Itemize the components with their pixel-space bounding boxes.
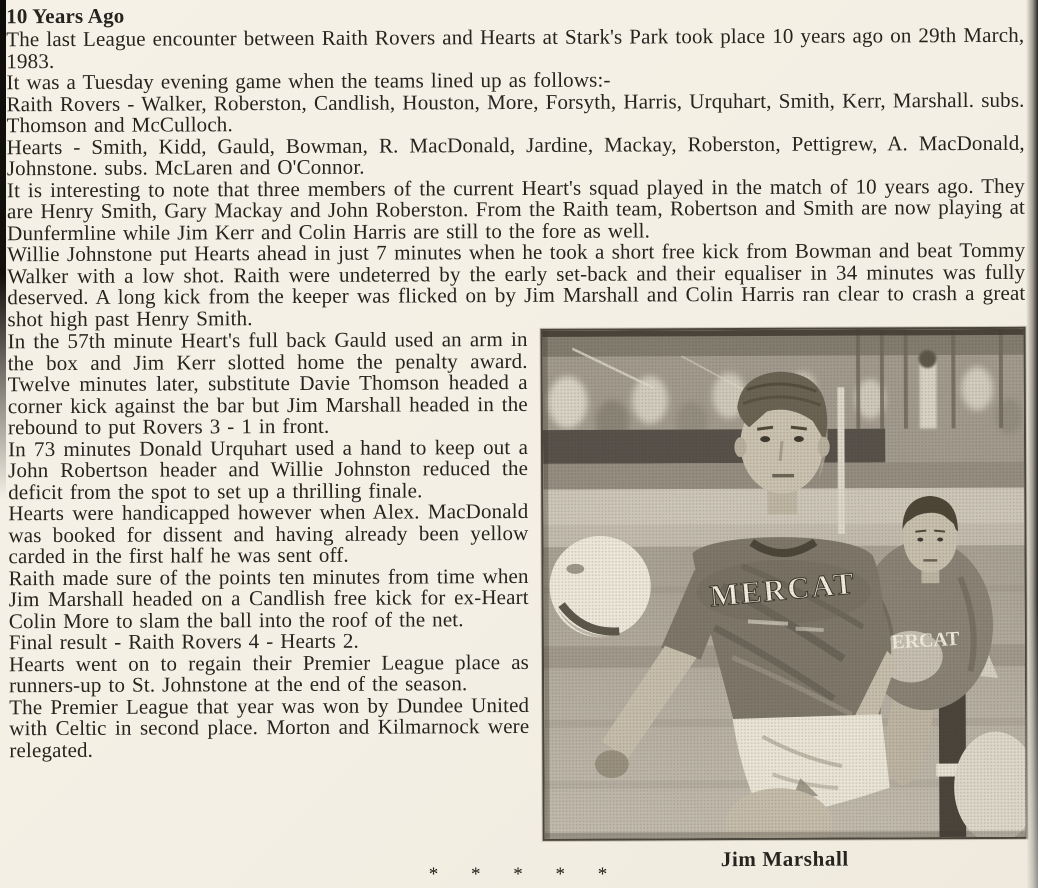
two-column-section <box>8 327 1028 875</box>
column-paragraph: Hearts were handicapped however when Alex. MacDonald was booked for dissent and having already been yellow carded in the first half he was sent off. <box>8 498 529 569</box>
match-photo-figure <box>540 327 1028 873</box>
column-paragraph: Raith made sure of the points ten minutes from time when Jim Marshall headed on a Candlish free kick for ex-Heart Colin More to slam the ball into the roof of the net. <box>8 563 529 633</box>
column-paragraph: Hearts went on to regain their Premier League place as runners-up to St. Johnstone at the end of the season. <box>8 649 530 698</box>
intro-paragraph: Willie Johnstone put Hearts ahead in just 7 minutes when he took a short free kick from Bowman and beat Tommy Walker with a low shot. Raith were undeterred by the early set-back and their equaliser in 34 minutes was fully deserved. A long kick from the keeper was flicked on by Jim Marshall and Colin Harris ran clear to crash a great shot high past Henry Smith. <box>7 237 1026 331</box>
stars-divider: * * * * * <box>428 864 622 885</box>
article-title: 10 Years Ago <box>6 3 125 29</box>
match-photo <box>540 327 1027 841</box>
intro-paragraph: The last League encounter between Raith Rovers and Hearts at Stark's Park took place 10 years ago on 29th March, 1983. <box>6 22 1025 73</box>
intro-section <box>6 22 1026 331</box>
article-content <box>6 0 1028 875</box>
page-left-edge-shadow <box>0 0 6 500</box>
left-text-column <box>7 326 530 875</box>
intro-paragraph: Hearts - Smith, Kidd, Gauld, Bowman, R. MacDonald, Jardine, Mackay, Roberston, Pettigrew, A. MacDonald, Johnstone. subs. McLaren and O'Connor. <box>6 130 1025 181</box>
page-right-edge-fade <box>1026 600 1038 888</box>
column-paragraph: Final result - Raith Rovers 4 - Hearts 2. <box>8 628 359 655</box>
column-paragraph: In the 57th minute Heart's full back Gauld used an arm in the box and Jim Kerr slotted home the penalty award. Twelve minutes later, substitute Davie Thomson headed a corner kick against the bar but Jim Marshall headed in the rebound to put Rovers 3 - 1 in front. <box>7 326 528 440</box>
intro-paragraph: Raith Rovers - Walker, Roberston, Candlish, Houston, More, Forsyth, Harris, Urquhart, Smith, Kerr, Marshall. subs. Thomson and McCulloch. <box>6 87 1025 138</box>
intro-paragraph: It is interesting to note that three members of the current Heart's squad played in the match of 10 years ago. They are Henry Smith, Gary Mackay and John Roberston. From the Raith team, Robertson and Smith are now playing at Dunfermline while Jim Kerr and Colin Harris are still to the fore as well. <box>6 173 1026 245</box>
halftone-overlay <box>542 329 1025 839</box>
intro-paragraph: It was a Tuesday evening game when the teams lined up as follows:- <box>6 67 611 95</box>
column-paragraph: In 73 minutes Donald Urquhart used a hand to keep out a John Robertson header and Willie Johnston reduced the deficit from the spot to set up a thrilling finale. <box>7 434 529 504</box>
column-paragraph: The Premier League that year was won by Dundee United with Celtic in second place. Morton and Kilmarnock were relegated. <box>9 692 530 762</box>
match-photo-illustration <box>542 329 1025 839</box>
photo-caption: Jim Marshall <box>720 846 849 872</box>
